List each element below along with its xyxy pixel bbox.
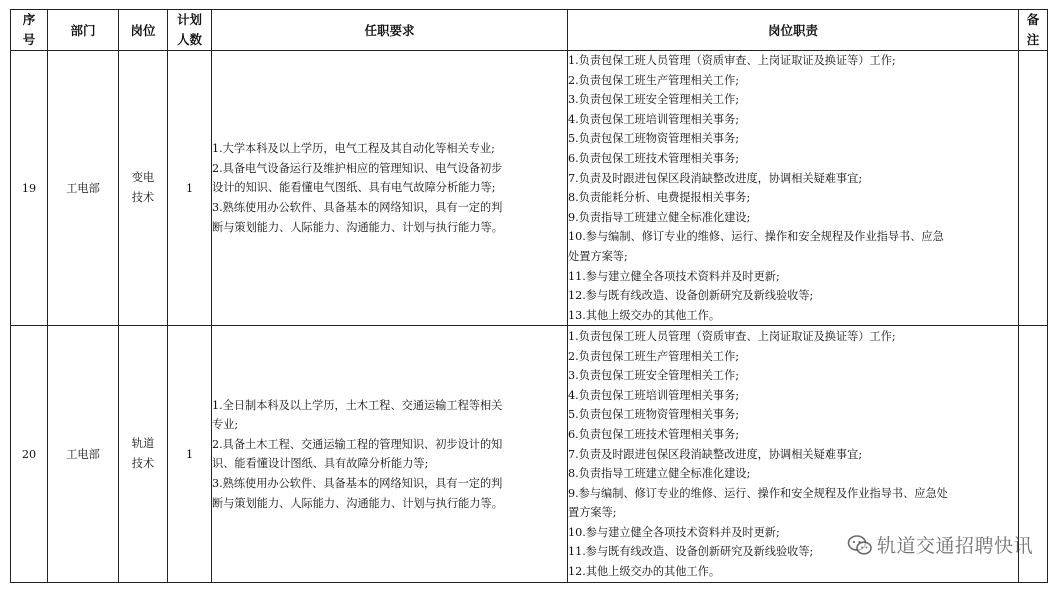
requirement-line: 2.具备电气设备运行及维护相应的管理知识、电气设备初步 [212,161,503,175]
duty-line: 11.参与既有线改造、设备创新研究及新线验收等; [568,545,814,559]
header-no: 序 号 [11,10,48,51]
row-count: 1 [168,326,212,583]
duty-line: 8.负责指导工班建立健全标准化建设; [568,467,751,481]
duty-line: 7.负责及时跟进包保区段消缺整改进度，协调相关疑难事宜; [568,447,863,461]
duty-line: 3.负责包保工班安全管理相关工作; [568,93,740,107]
row-duties [568,51,1019,326]
duty-line: 置方案等; [568,506,617,520]
requirement-line: 专业; [212,418,239,432]
row-position: 轨道 技术 [119,326,168,583]
requirement-line: 断与策划能力、人际能力、沟通能力、计划与执行能力等。 [212,496,503,510]
watermark [847,531,1033,558]
duty-line: 2.负责包保工班生产管理相关工作; [568,73,740,87]
duty-line: 6.负责包保工班技术管理相关事务; [568,151,740,165]
header-requirements: 任职要求 [212,10,568,51]
job-table [10,9,1048,583]
row-requirements [212,51,568,326]
header-dept: 部门 [48,10,119,51]
row-position: 变电 技术 [119,51,168,326]
requirement-line: 2.具备土木工程、交通运输工程的管理知识、初步设计的知 [212,437,503,451]
row-remark [1019,51,1048,326]
duty-line: 8.负责能耗分析、电费提报相关事务; [568,191,751,205]
row-no: 19 [11,51,48,326]
requirement-line: 设计的知识、能看懂电气图纸、具有电气故障分析能力等; [212,181,496,195]
requirement-line: 3.熟练使用办公软件、具备基本的网络知识，具有一定的判 [212,200,503,214]
duty-line: 6.负责包保工班技术管理相关事务; [568,427,740,441]
duty-line: 4.负责包保工班培训管理相关事务; [568,112,740,126]
duty-line: 12.其他上级交办的其他工作。 [568,565,721,579]
header-plan-count: 计划 人数 [168,10,212,51]
duty-line: 5.负责包保工班物资管理相关事务; [568,132,740,146]
duty-line: 9.负责指导工班建立健全标准化建设; [568,210,751,224]
table-row [11,51,1048,326]
duty-line: 4.负责包保工班培训管理相关事务; [568,388,740,402]
requirement-line: 3.熟练使用办公软件、具备基本的网络知识，具有一定的判 [212,476,503,490]
duty-line: 2.负责包保工班生产管理相关工作; [568,349,740,363]
requirement-line: 1.全日制本科及以上学历，土木工程、交通运输工程等相关 [212,398,503,412]
row-dept: 工电部 [48,51,119,326]
duty-line: 10.参与编制、修订专业的维修、运行、操作和安全规程及作业指导书、应急 [568,230,944,244]
row-dept: 工电部 [48,326,119,583]
row-requirements [212,326,568,583]
duty-line: 9.参与编制、修订专业的维修、运行、操作和安全规程及作业指导书、应急处 [568,486,948,500]
duty-line: 3.负责包保工班安全管理相关工作; [568,369,740,383]
duty-line: 5.负责包保工班物资管理相关事务; [568,408,740,422]
duty-line: 13.其他上级交办的其他工作。 [568,308,721,322]
watermark-text: 轨道交通招聘快讯 [876,535,1033,557]
requirement-line: 1.大学本科及以上学历，电气工程及其自动化等相关专业; [212,142,495,156]
row-count: 1 [168,51,212,326]
header-position: 岗位 [119,10,168,51]
duty-line: 1.负责包保工班人员管理（资质审查、上岗证取证及换证等）工作; [568,329,896,343]
duty-line: 1.负责包保工班人员管理（资质审查、上岗证取证及换证等）工作; [568,54,896,67]
duty-line: 11.参与建立健全各项技术资料并及时更新; [568,269,780,283]
duty-line: 7.负责及时跟进包保区段消缺整改进度，协调相关疑难事宜; [568,171,863,185]
requirement-line: 识、能看懂设计图纸、具有故障分析能力等; [212,457,429,471]
header-remark: 备 注 [1019,10,1048,51]
row-no: 20 [11,326,48,583]
duty-line: 10.参与建立健全各项技术资料并及时更新; [568,525,780,539]
header-duties: 岗位职责 [568,10,1019,51]
duty-line: 12.参与既有线改造、设备创新研究及新线验收等; [568,289,814,303]
header-row [11,10,1048,51]
requirement-line: 断与策划能力、人际能力、沟通能力、计划与执行能力等。 [212,220,503,234]
duty-line: 处置方案等; [568,249,628,263]
wechat-bubble-icon [847,534,873,556]
